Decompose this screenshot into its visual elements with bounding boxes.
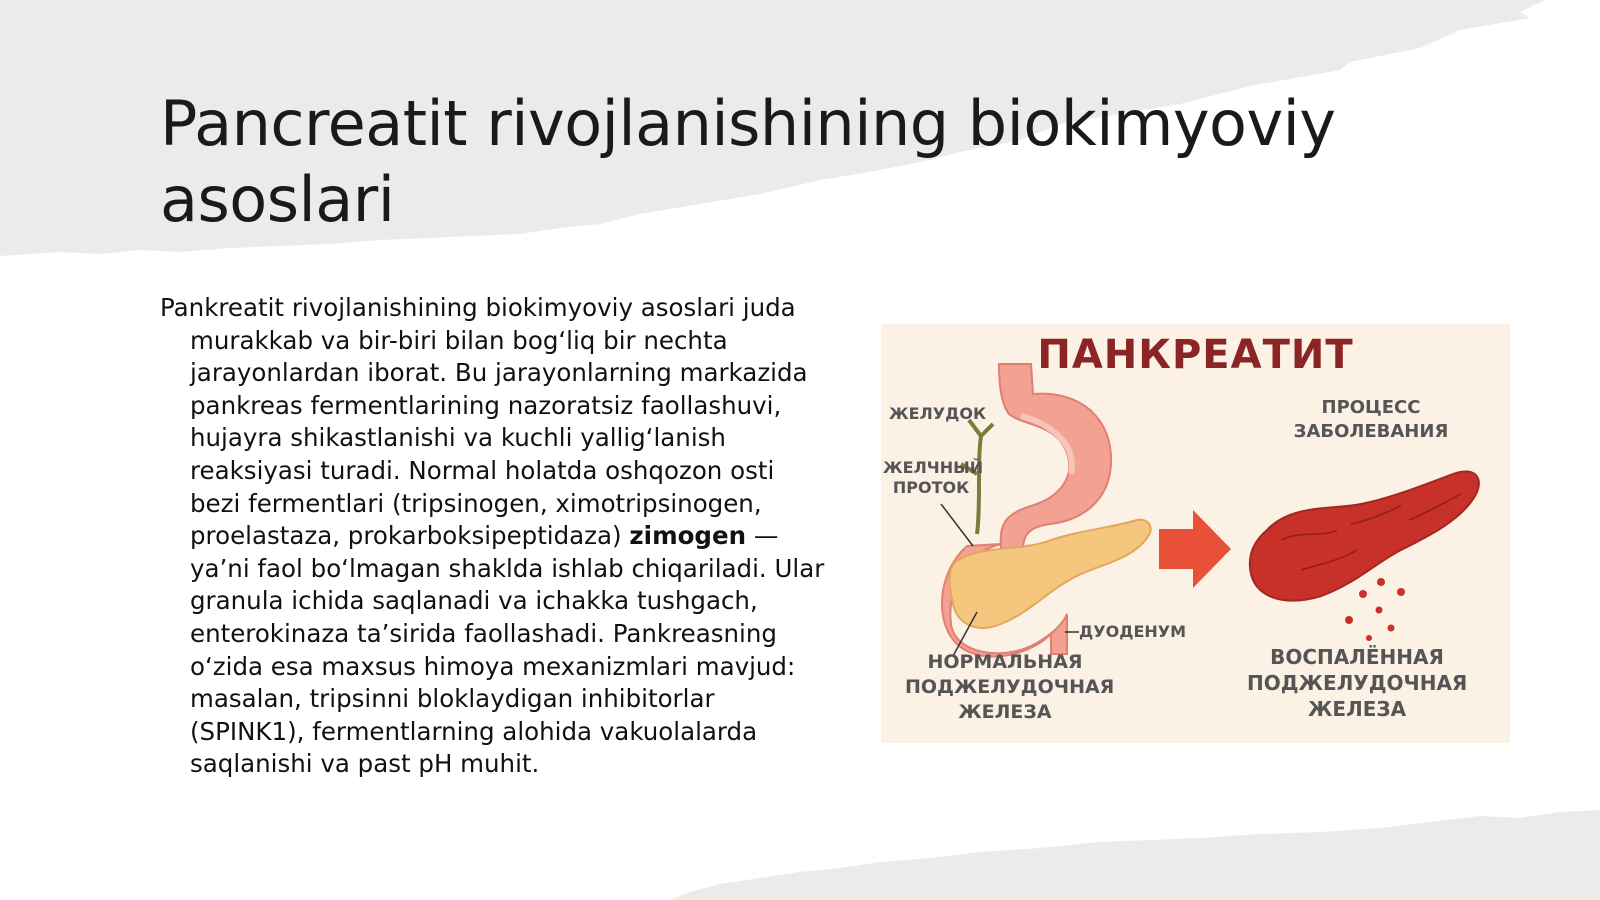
bile-duct-label-line: ПРОТОК	[892, 478, 970, 497]
normal-pancreas-label-line: НОРМАЛЬНАЯ	[927, 651, 1083, 673]
droplet	[1366, 635, 1372, 641]
arrow-icon	[1159, 510, 1231, 588]
inflamed-pancreas-label-line: ПОДЖЕЛУДОЧНАЯ	[1247, 671, 1468, 695]
duodenum-label: ДУОДЕНУМ	[1079, 622, 1187, 641]
inflamed-pancreas-label-line: ЖЕЛЕЗА	[1307, 697, 1407, 721]
disease-process-label	[1271, 396, 1471, 444]
droplet	[1377, 578, 1385, 586]
droplet	[1343, 570, 1351, 578]
normal-pancreas-shape	[950, 520, 1151, 628]
bile-duct-label	[883, 458, 984, 498]
droplet	[1376, 607, 1383, 614]
slide-title: Pancreatit rivojlanishining biokimyoviy asoslari	[160, 87, 1336, 236]
pancreatitis-illustration	[881, 324, 1510, 743]
normal-pancreas-label	[905, 650, 1115, 725]
inflamed-pancreas-shape	[1250, 471, 1479, 600]
bold-term: zimogen	[629, 521, 747, 551]
disease-process-label-line: ПРОЦЕСС	[1321, 397, 1421, 418]
slide-body-text	[160, 292, 830, 781]
droplet	[1388, 625, 1395, 632]
droplet	[1345, 616, 1353, 624]
disease-process-label-line: ЗАБОЛЕВАНИЯ	[1293, 421, 1449, 442]
bile-duct-label-line: ЖЕЛЧНЫЙ	[883, 458, 984, 477]
inflamed-pancreas-label	[1247, 644, 1467, 722]
normal-pancreas-label-line: ЖЕЛЕЗА	[958, 701, 1052, 723]
droplet	[1397, 588, 1405, 596]
normal-pancreas-label-line: ПОДЖЕЛУДОЧНАЯ	[905, 676, 1115, 698]
inflamed-pancreas-label-line: ВОСПАЛЁННАЯ	[1270, 645, 1444, 669]
stomach-shape	[999, 364, 1111, 549]
body-text-part: Pankreatit rivojlanishining biokimyoviy asoslari juda murakkab va bir-biri bilan bog‘liq bir nechta jarayonlardan iborat. Bu jarayonlarning markazida pankreas fermentlarining nazoratsiz faollashuvi, hujayra shikastlanishi va kuchli yallig‘lanish reaksiyasi turadi. Normal holatda oshqozon osti bezi fermentlari (tripsinogen, ximotripsinogen, proelastaza, prokarboksipeptidaza)	[160, 293, 808, 551]
droplet	[1359, 590, 1367, 598]
stomach-label: ЖЕЛУДОК	[889, 404, 987, 423]
figure-title: ПАНКРЕАТИТ	[1037, 332, 1354, 378]
bile-duct-leader-line	[941, 504, 973, 546]
body-text-part: — ya’ni faol bo‘lmagan shaklda ishlab chiqariladi. Ular granula ichida saqlanadi va ichakka tushgach, enterokinaza ta’sirida faollashadi. Pankreasning o‘zida esa maxsus himoya mexanizmlari mavjud: masalan, tripsinni bloklaydigan inhibitorlar (SPINK1), fermentlarning alohida vakuolalarda saqlanishi va past pH muhit.	[190, 521, 825, 779]
